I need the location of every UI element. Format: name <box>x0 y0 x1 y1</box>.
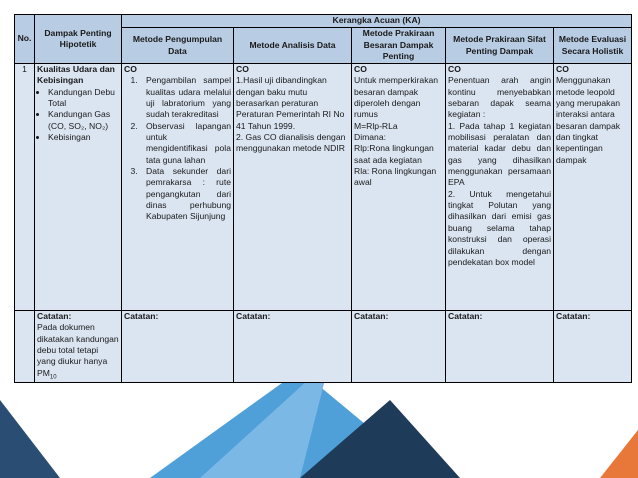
besaran-line: Untuk memperkirakan besaran dampak diperoleh dengan rumus <box>354 75 439 120</box>
header-kerangka-acuan: Kerangka Acuan (KA) <box>122 15 632 28</box>
note-pengumpulan: Catatan: <box>122 311 234 383</box>
header-metode-analisis: Metode Analisis Data <box>234 28 352 64</box>
sifat-line: 1. Pada tahap 1 kegiatan mobilisasi peralatan dan material kadar debu dan gas yang dihasilkan menggunakan persamaan EPA <box>448 120 551 188</box>
sifat-head: CO <box>448 64 461 74</box>
note-sifat: Catatan: <box>446 311 554 383</box>
note-dampak <box>35 311 122 383</box>
besaran-line: Rla: Rona lingkungan awal <box>354 166 437 188</box>
pengumpulan-head: CO <box>124 64 137 74</box>
dampak-title: Kualitas Udara dan Kebisingan <box>37 64 115 86</box>
note-analisis: Catatan: <box>234 311 352 383</box>
note-empty-cell <box>15 311 35 383</box>
note-label: Catatan: <box>37 311 72 321</box>
header-metode-evaluasi: Metode Evaluasi Secara Holistik <box>554 28 632 64</box>
besaran-head: CO <box>354 64 367 74</box>
note-subscript: 10 <box>49 374 57 381</box>
dampak-item: • Kebisingan <box>48 132 119 143</box>
dampak-item: • Kandungan Gas (CO, SO₂, NO₂) <box>48 109 119 132</box>
row-number: 1 <box>15 64 35 311</box>
pengumpulan-item: 1. Pengambilan sampel kualitas udara melalui uji labratorium yang sudah terakreditasi <box>140 75 231 120</box>
note-besaran: Catatan: <box>352 311 446 383</box>
header-no: No. <box>15 15 35 64</box>
cell-metode-pengumpulan <box>122 64 234 311</box>
sifat-line: Penentuan arah angin kontinu menyebabkan sebaran dapak seama kegiatan : <box>448 75 551 120</box>
header-metode-prakiraan-sifat: Metode Prakiraan Sifat Penting Dampak <box>446 28 554 64</box>
besaran-line: Rlp:Rona lingkungan saat ada kegiatan <box>354 143 434 165</box>
sifat-line: 2. Untuk mengetahui tingkat Polutan yang dihasilkan dari emisi gas buang selama tahap konstruksi dan operasi dilakukan dengan pendekatan box model <box>448 188 551 267</box>
pengumpulan-item: 2. Observasi lapangan untuk mengidentifikasi pola tata guna lahan <box>140 121 231 166</box>
cell-metode-evaluasi <box>554 64 632 311</box>
cell-metode-prakiraan-sifat <box>446 64 554 311</box>
cell-metode-analisis <box>234 64 352 311</box>
pengumpulan-item: 3. Data sekunder dari pemrakarsa : rute pengangkutan dari dinas perhubung Kabupaten Sijunjung <box>140 166 231 223</box>
header-dampak: Dampak Penting Hipotetik <box>35 15 122 64</box>
evaluasi-text: Menggunakan metode leopold yang merupakan interaksi antara besaran dampak dan tingkat kepentingan dampak <box>556 75 621 165</box>
header-metode-pengumpulan: Metode Pengumpulan Data <box>122 28 234 64</box>
analisis-line: 1.Hasil uji dibandingkan dengan baku mutu berasarkan peraturan Peraturan Pemerintah RI No 41 Tahun 1999. <box>236 75 345 131</box>
besaran-line: M=Rlp-RLa <box>354 120 398 131</box>
dampak-item: • Kandungan Debu Total <box>48 87 119 110</box>
cell-metode-prakiraan-besaran <box>352 64 446 311</box>
analisis-head: CO <box>236 64 249 74</box>
note-evaluasi: Catatan: <box>554 311 632 383</box>
kerangka-acuan-table <box>14 14 632 383</box>
evaluasi-head: CO <box>556 64 569 74</box>
analisis-line: 2. Gas CO dianalisis dengan menggunakan metode NDIR <box>236 132 346 154</box>
header-metode-prakiraan-besaran: Metode Prakiraan Besaran Dampak Penting <box>352 28 446 64</box>
note-text: Pada dokumen dikatakan kandungan debu total tetapi yang diukur hanya PM <box>37 322 119 378</box>
cell-dampak <box>35 64 122 311</box>
besaran-line: Dimana: <box>354 132 386 143</box>
